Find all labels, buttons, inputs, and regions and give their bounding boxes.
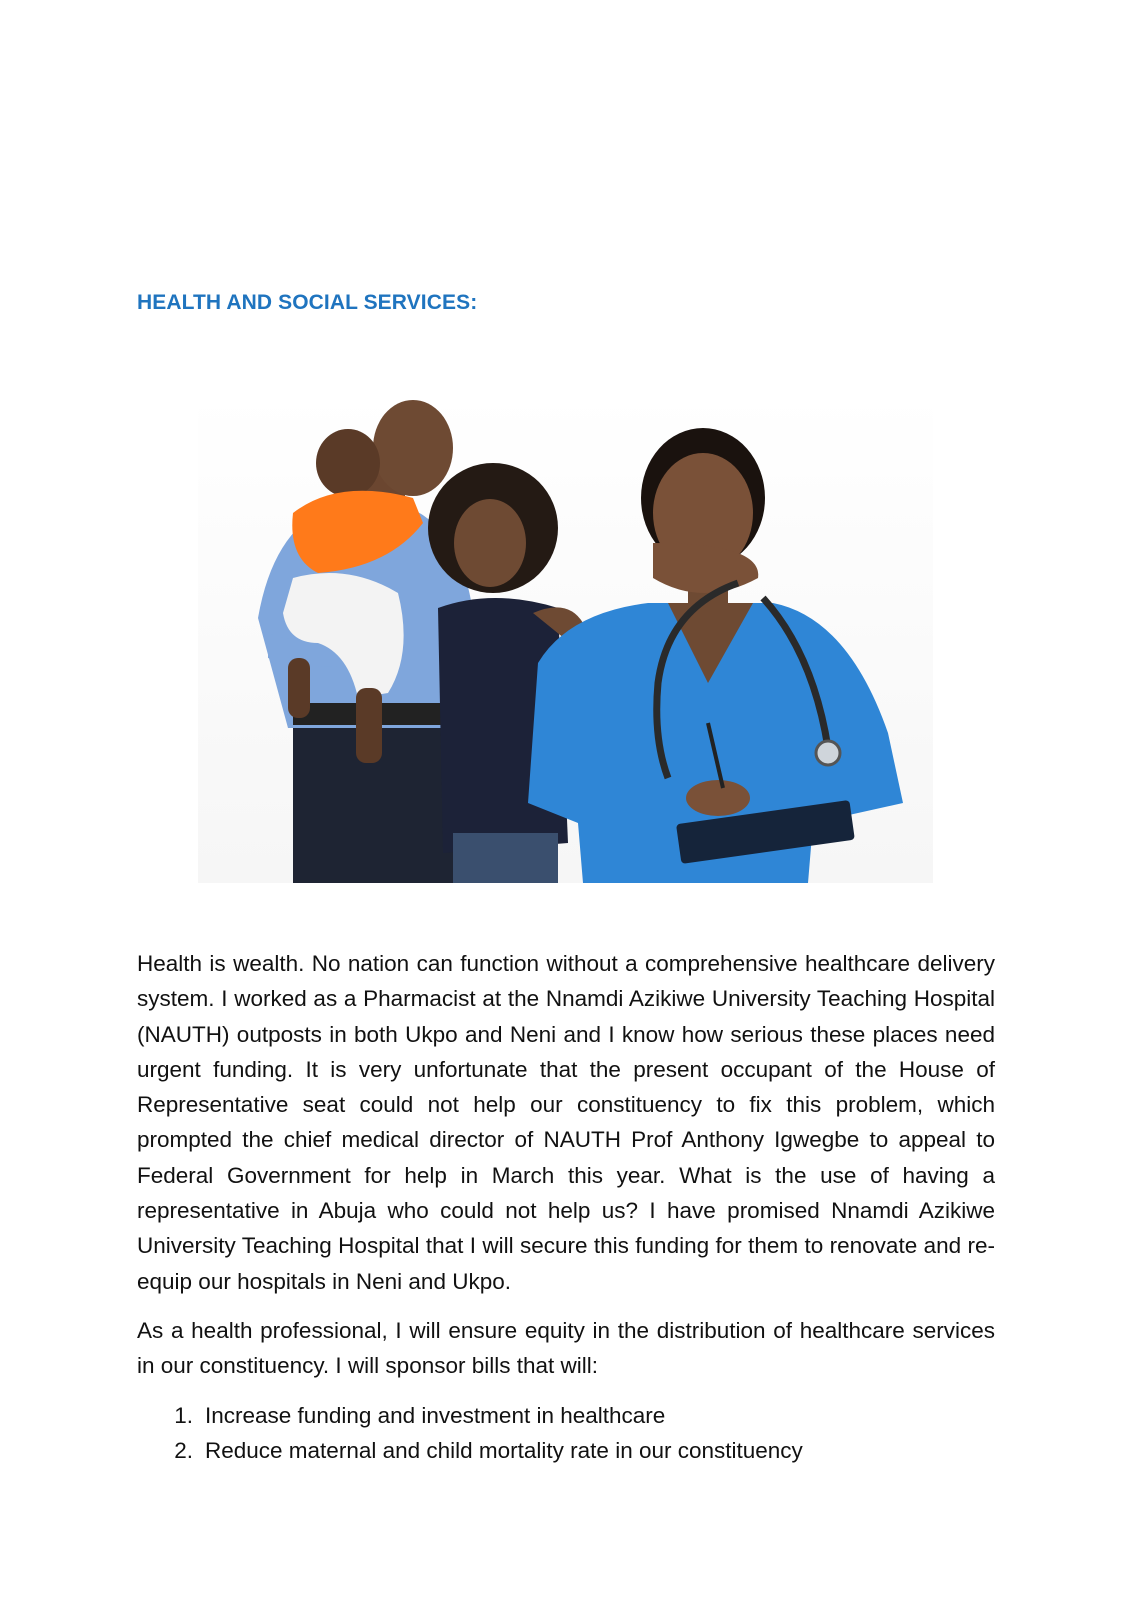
section-heading: HEALTH AND SOCIAL SERVICES: [137, 291, 478, 314]
list-item-text: Reduce maternal and child mortality rate in our constituency [205, 1438, 803, 1463]
list-item-number: 1. [174, 1403, 193, 1428]
list-item-number: 2. [174, 1438, 193, 1463]
bill-list [137, 1398, 803, 1468]
list-item [137, 1398, 803, 1433]
family-and-nurse-photo [198, 393, 933, 883]
paragraph-healthcare-funding: Health is wealth. No nation can function without a comprehensive healthcare delivery system. I worked as a Pharmacist at the Nnamdi Azikiwe University Teaching Hospital (NAUTH) outposts in both Ukpo and Neni and I know how serious these places need urgent funding. It is very unfortunate that the present occupant of the House of Representative seat could not help our constituency to fix this problem, which prompted the chief medical director of NAUTH Prof Anthony Igwegbe to appeal to Federal Government for help in March this year. What is the use of having a representative in Abuja who could not help us? I have promised Nnamdi Azikiwe University Teaching Hospital that I will secure this funding for them to renovate and re-equip our hospitals in Neni and Ukpo. [137, 951, 995, 1294]
list-item [137, 1433, 803, 1468]
paragraph-health-professional: As a health professional, I will ensure equity in the distribution of healthcare services in our constituency. I will sponsor bills that will: [137, 1318, 995, 1379]
list-item-text: Increase funding and investment in healthcare [205, 1403, 666, 1428]
